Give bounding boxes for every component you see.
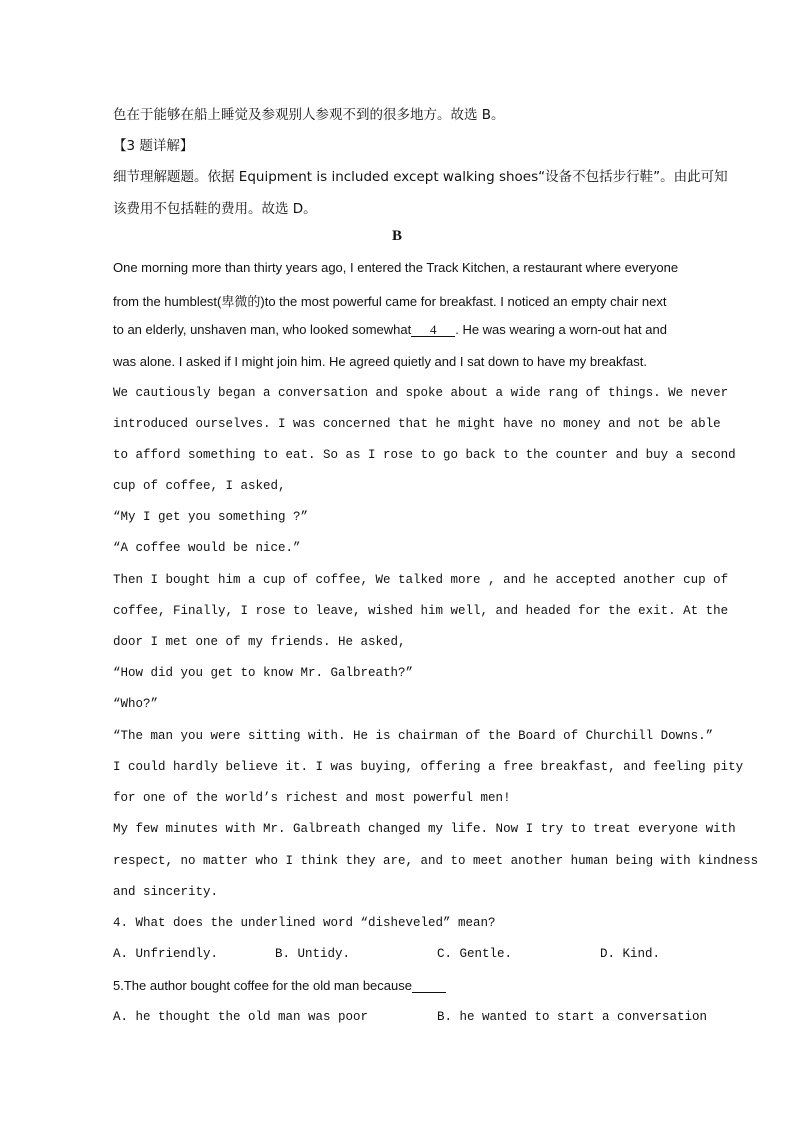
blank-4: 4 <box>411 323 455 337</box>
dialogue-line: “A coffee would be nice.” <box>113 541 301 555</box>
passage-line: coffee, Finally, I rose to leave, wished him well, and headed for the exit. At the <box>113 604 729 618</box>
passage-text: . He was wearing a worn-out hat and <box>455 322 667 337</box>
passage-line: introduced ourselves. I was concerned that he might have no money and not be able <box>113 417 721 431</box>
dialogue-line: “The man you were sitting with. He is chairman of the Board of Churchill Downs.” <box>113 729 714 743</box>
passage-line: One morning more than thirty years ago, I entered the Track Kitchen, a restaurant where everyone <box>113 260 679 275</box>
option-a: A. he thought the old man was poor <box>113 1010 369 1024</box>
option-c: C. Gentle. <box>437 947 513 961</box>
option-d: D. Kind. <box>600 947 661 961</box>
passage-line: and sincerity. <box>113 885 219 899</box>
option-a: A. Unfriendly. <box>113 947 219 961</box>
passage-text: to an elderly, unshaven man, who looked somewhat <box>113 322 412 337</box>
answer-text-line: 色在于能够在船上睡觉及参观别人参观不到的很多地方。故选 B。 <box>113 107 505 123</box>
question-5-options <box>113 1010 708 1026</box>
option-b: B. he wanted to start a conversation <box>437 1010 708 1024</box>
answer-text-line: 细节理解题题。依据 Equipment is included except walking shoes“设备不包括步行鞋”。由此可知 <box>113 169 728 185</box>
passage-line: was alone. I asked if I might join him. He agreed quietly and I sat down to have my breakfast. <box>113 354 648 369</box>
question-3-heading: 【3 题详解】 <box>113 138 194 154</box>
passage-line: from the humblest(卑微的)to the most powerful came for breakfast. I noticed an empty chair next <box>113 294 667 309</box>
dialogue-line: “How did you get to know Mr. Galbreath?” <box>113 666 414 680</box>
passage-line: My few minutes with Mr. Galbreath changed my life. Now I try to treat everyone with <box>113 822 736 836</box>
passage-line: I could hardly believe it. I was buying, offering a free breakfast, and feeling pity <box>113 760 744 774</box>
question-5-text: 5.The author bought coffee for the old man because <box>113 978 412 993</box>
question-4-stem: 4. What does the underlined word “disheveled” mean? <box>113 916 496 930</box>
dialogue-line: “My I get you something ?” <box>113 510 309 524</box>
dialogue-line: “Who?” <box>113 697 159 711</box>
passage-line: respect, no matter who I think they are, and to meet another human being with kindness <box>113 854 759 868</box>
passage-line: for one of the world’s richest and most powerful men! <box>113 791 511 805</box>
question-5-stem <box>113 978 446 993</box>
passage-line: Then I bought him a cup of coffee, We talked more , and he accepted another cup of <box>113 573 729 587</box>
section-heading: B <box>391 228 402 244</box>
passage-line: cup of coffee, I asked, <box>113 479 286 493</box>
passage-line: We cautiously began a conversation and spoke about a wide rang of things. We never <box>113 386 729 400</box>
passage-line: to afford something to eat. So as I rose to go back to the counter and buy a second <box>113 448 736 462</box>
answer-text-line: 该费用不包括鞋的费用。故选 D。 <box>113 201 317 217</box>
passage-line: door I met one of my friends. He asked, <box>113 635 406 649</box>
option-b: B. Untidy. <box>275 947 351 961</box>
passage-line <box>113 322 667 337</box>
blank-5 <box>412 979 446 993</box>
question-4-options <box>113 947 681 963</box>
